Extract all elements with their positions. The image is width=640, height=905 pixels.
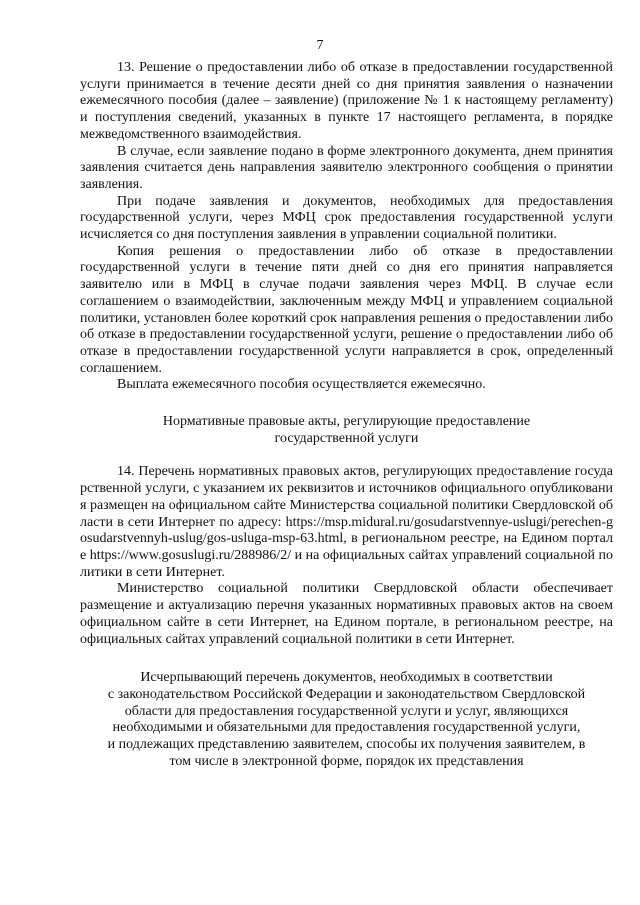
heading-line: с законодательством Российской Федерации и законодательством Свердловской [107,686,586,702]
heading-line: Исчерпывающий перечень документов, необходимых в соответствии [140,670,553,686]
heading-line: государственной услуги [274,430,419,446]
paragraph-13-decision-term: 13. Решение о предоставлении либо об отказе в предоставлении государственной услуги принимается в течение десяти дней со дня принятия заявления о назначении ежемесячного пособия (далее – заявление) (приложение № 1 к настоящему регламенту) и поступления сведений, указанных в пункте 17 настоящего регламента, в порядке межведомственного взаимодействия. [80,60,613,142]
document-body [80,60,613,770]
section-heading-documents-list [80,670,613,770]
heading-line: области для предоставления государственной услуги и услуг, являющихся [124,703,569,719]
paragraph-electronic-application: В случае, если заявление подано в форме электронного документа, днем принятия заявления считается день направления заявителю электронного сообщения о принятии заявления. [80,143,613,192]
paragraph-mfc-term: При подаче заявления и документов, необходимых для предоставления государственной услуги, через МФЦ срок предоставления государственной услуги исчисляется со дня поступления заявления в управлении социальной политики. [80,193,613,243]
section-heading-legal-acts [80,414,613,447]
heading-line: том числе в электронной форме, порядок их представления [169,753,524,769]
heading-line: Нормативные правовые акты, регулирующие предоставление [162,414,531,430]
paragraph-payment: Выплата ежемесячного пособия осуществляется ежемесячно. [117,377,486,393]
paragraph-decision-copy: Копия решения о предоставлении либо об отказе в предоставлении государственной услуги в течение пяти дней со дня его принятия направляется заявителю или в МФЦ в случае подачи заявления через МФЦ. В случае если соглашением о взаимодействии, заключенным между МФЦ и управлением социальной политики, установлен более короткий срок направления решения о предоставлении либо об отказе в предоставлении государственной услуги, решение о предоставлении либо об отказе в предоставлении государственной услуги направляется в срок, определенный соглашением. [80,243,613,376]
paragraph-ministry-publication: Министерство социальной политики Свердловской области обеспечивает размещение и актуализацию перечня указанных нормативных правовых актов на своем официальном сайте в сети Интернет, на Едином портале, в региональном реестре, на официальных сайтах управлений социальной политики в сети Интернет. [80,581,613,647]
heading-line: и подлежащих представлению заявителем, способы их получения заявителем, в [107,737,586,753]
heading-line: необходимыми и обязательными для предоставления государственной услуги, [112,720,581,736]
page-number: 7 [316,38,324,53]
paragraph-14-legal-acts-list: 14. Перечень нормативных правовых актов, регулирующих предоставление государственной услуги, с указанием их реквизитов и источников официального опубликования размещен на официальном сайте Министерства социальной политики Свердловской области в сети Интернет по адресу: https://msp.midural.ru/gosudarstvennye-uslugi/perechen-gosudarstvennyh-uslug/gos-usluga-msp-63.html, в региональном реестре, на Едином портале https://www.gosuslugi.ru/288986/2/ и на официальных сайтах управлений социальной политики в сети Интернет. [80,464,613,580]
